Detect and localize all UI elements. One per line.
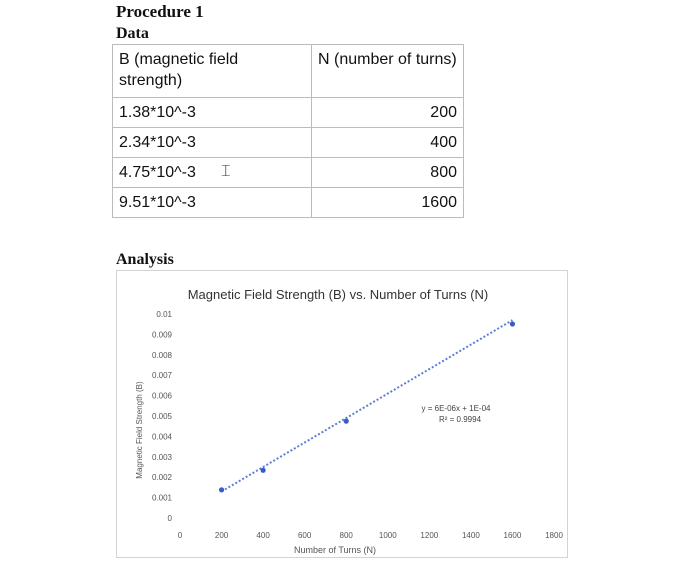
table-header-row	[113, 45, 464, 98]
y-tick-label: 0.007	[151, 371, 172, 381]
cell-n[interactable]: 400	[312, 128, 464, 158]
y-tick-label: 0	[167, 514, 172, 523]
y-tick-label: 0.009	[151, 330, 172, 340]
data-point[interactable]	[219, 487, 224, 492]
chart-area	[117, 271, 568, 558]
y-tick-label: 0.01	[156, 310, 172, 319]
chart[interactable]	[116, 270, 568, 558]
x-tick-label: 0	[177, 531, 183, 540]
table-row	[113, 98, 464, 128]
cell-b[interactable]: 2.34*10^-3	[113, 128, 312, 158]
x-tick-label: 400	[256, 531, 270, 540]
x-tick-label: 600	[297, 531, 312, 540]
cell-b[interactable]: 9.51*10^-3	[113, 188, 312, 218]
chart-title: Magnetic Field Strength (B) vs. Number of Turns (N)	[187, 287, 489, 302]
cell-n[interactable]: 800	[312, 158, 464, 188]
y-tick-label: 0.001	[151, 493, 172, 503]
trendline-equation: y = 6E-06x + 1E-04	[421, 404, 491, 413]
x-tick-label: 800	[339, 531, 353, 540]
y-tick-label: 0.004	[151, 432, 172, 442]
cell-n[interactable]: 1600	[312, 188, 464, 218]
x-tick-label: 1800	[545, 531, 563, 540]
data-point[interactable]	[261, 468, 266, 473]
r-squared-label: R² = 0.9994	[438, 415, 482, 424]
cell-n[interactable]: 200	[312, 98, 464, 128]
x-tick-label: 1600	[503, 531, 522, 540]
data-heading: Data	[116, 25, 149, 42]
y-tick-label: 0.005	[151, 412, 172, 421]
cell-b[interactable]: 4.75*10^-3	[113, 158, 312, 188]
table-row	[113, 188, 464, 218]
column-header-b: B (magnetic field strength)	[113, 45, 312, 98]
data-table	[112, 44, 464, 218]
x-axis-label: Number of Turns (N)	[293, 545, 377, 555]
x-tick-label: 200	[214, 531, 229, 540]
analysis-heading: Analysis	[116, 251, 174, 268]
procedure-title: Procedure 1	[116, 2, 204, 21]
table-row	[113, 128, 464, 158]
text-cursor-icon: ⌶	[221, 163, 231, 180]
x-tick-label: 1400	[461, 531, 480, 540]
x-tick-label: 1000	[378, 531, 397, 540]
y-tick-label: 0.002	[151, 473, 172, 483]
x-tick-label: 1200	[420, 531, 439, 540]
data-point[interactable]	[510, 321, 515, 326]
table-row	[113, 158, 464, 188]
y-tick-label: 0.003	[151, 452, 172, 462]
y-tick-label: 0.008	[151, 350, 172, 360]
y-axis-label: Magnetic Field Strength (B)	[135, 381, 144, 479]
column-header-n: N (number of turns)	[312, 45, 464, 98]
data-point[interactable]	[344, 419, 349, 424]
cell-b[interactable]: 1.38*10^-3	[113, 98, 312, 128]
y-tick-label: 0.006	[151, 391, 172, 401]
